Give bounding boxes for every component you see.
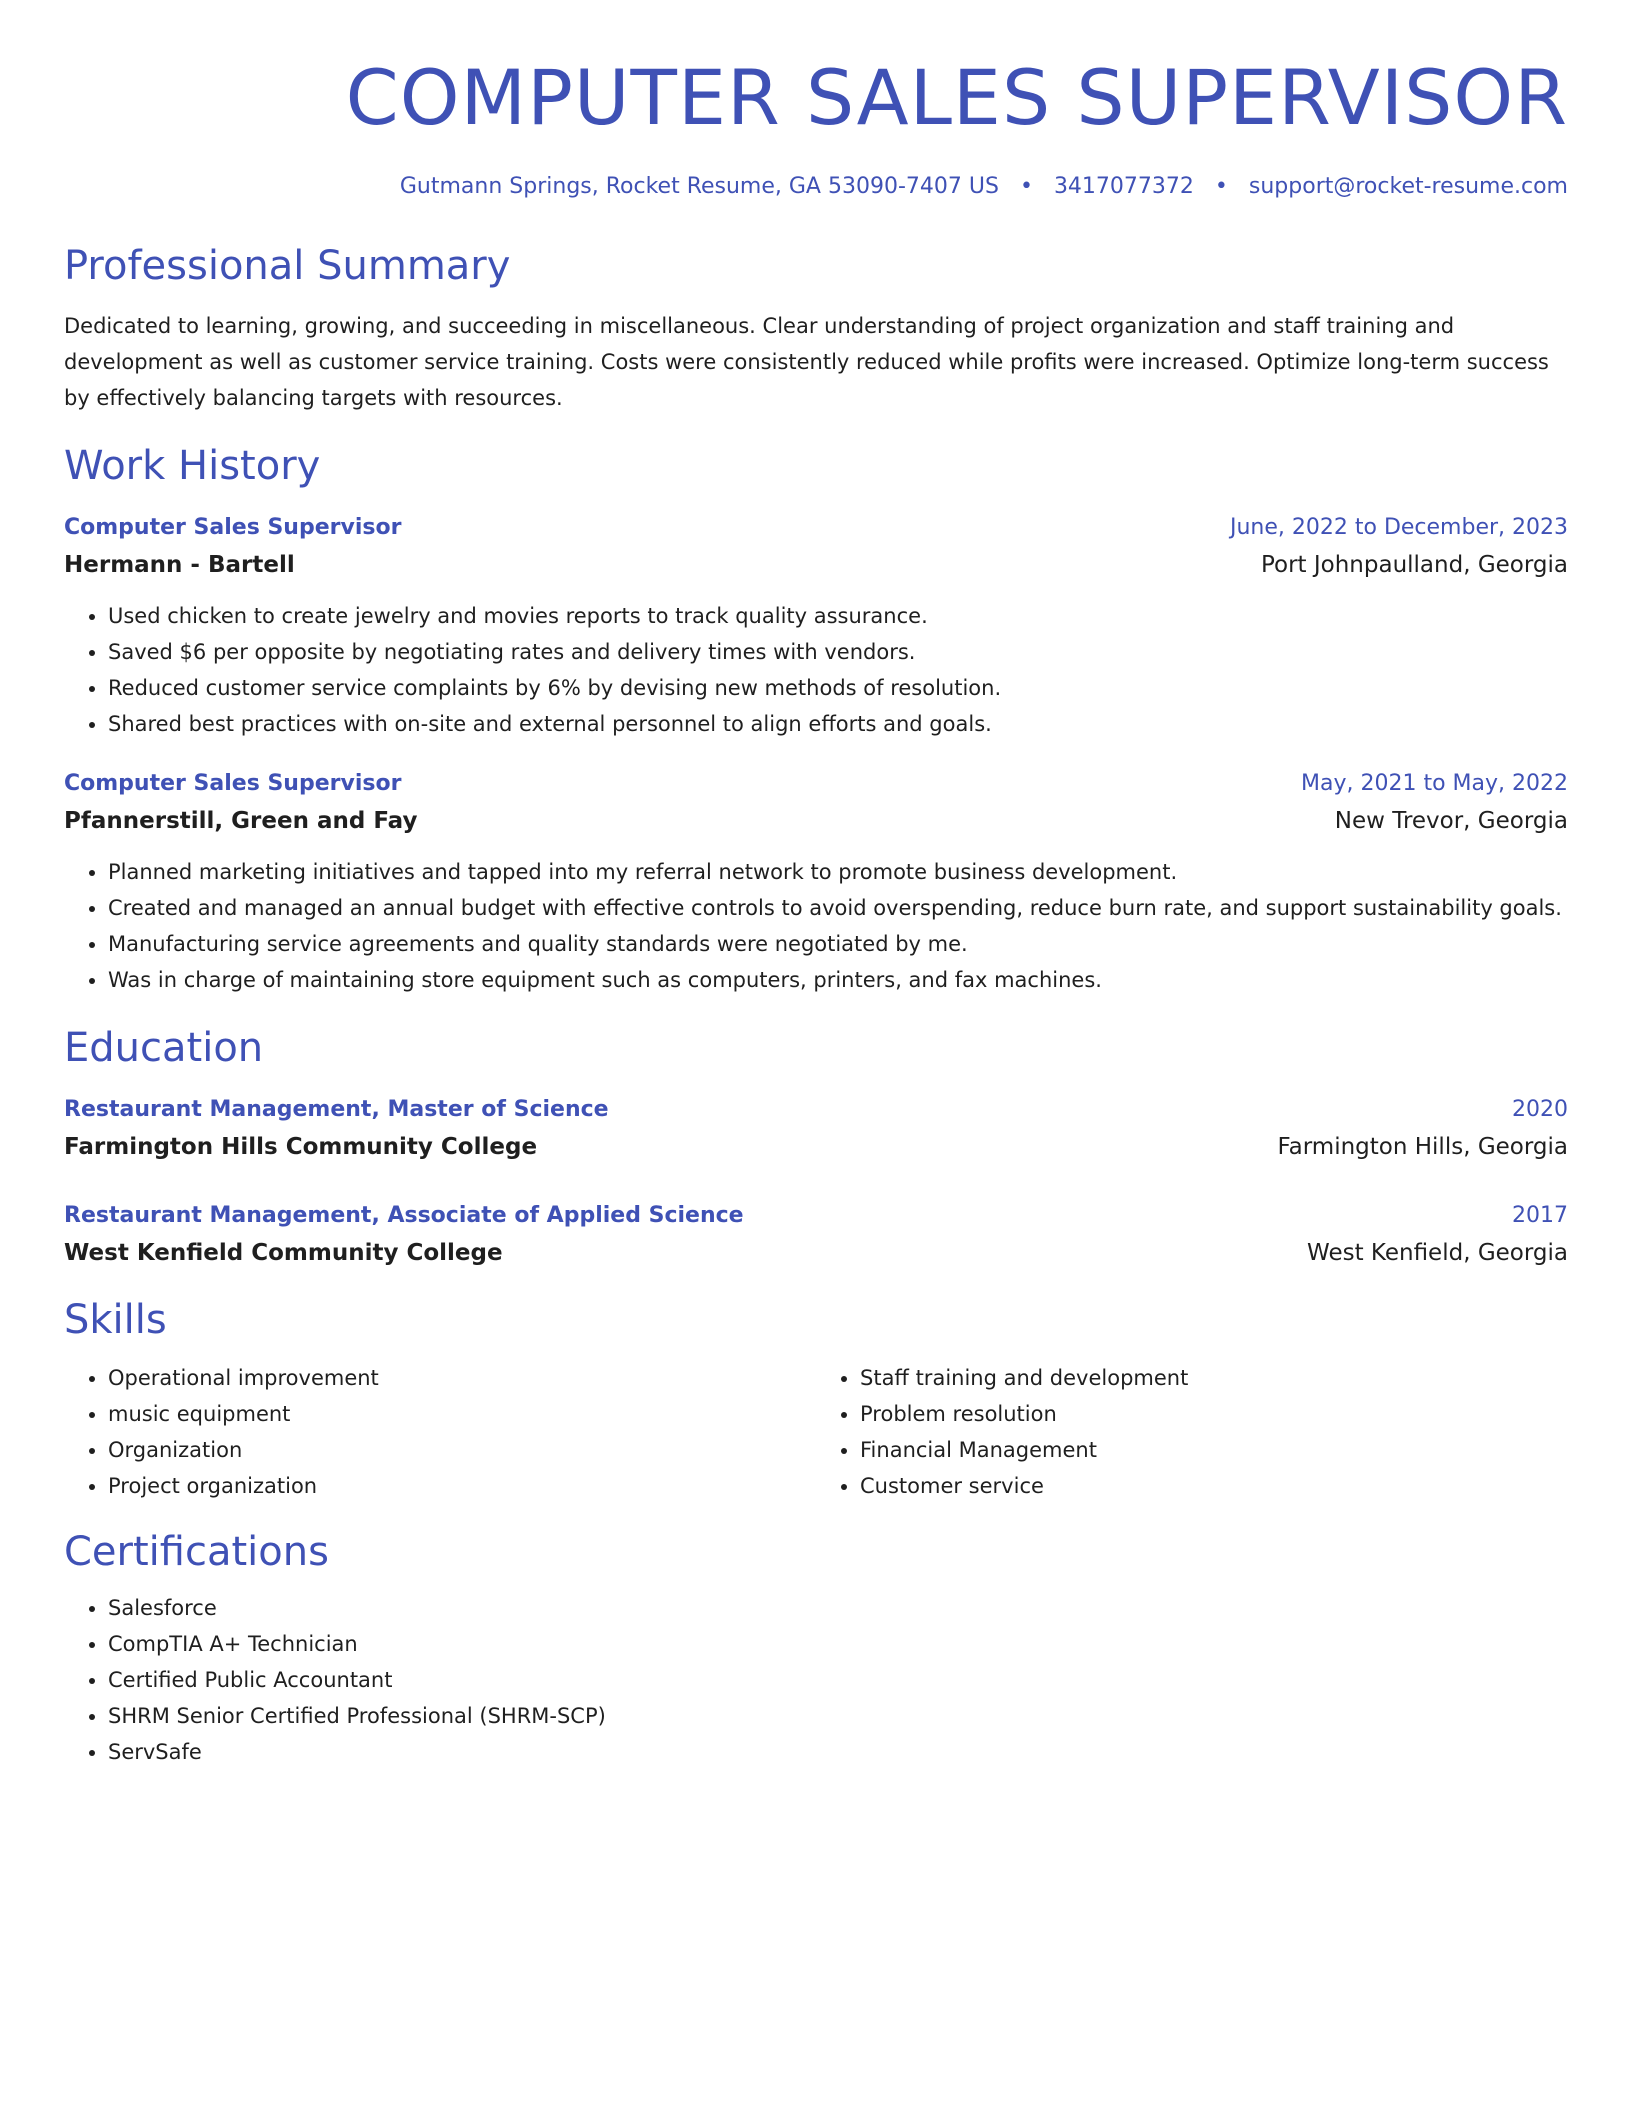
work-history-section <box>64 442 1568 998</box>
skill-item: • Customer service <box>860 1468 1568 1504</box>
job-company-row <box>64 802 1568 840</box>
skill-item: • music equipment <box>108 1396 816 1432</box>
skill-item: • Operational improvement <box>108 1360 816 1396</box>
job-bullet: • Used chicken to create jewelry and movies reports to track quality assurance. <box>108 598 1568 634</box>
job-location: Port Johnpaulland, Georgia <box>1260 551 1568 578</box>
section-title-education: Education <box>64 1024 264 1071</box>
job-dates: June, 2022 to December, 2023 <box>1229 514 1568 540</box>
certification-item: • SHRM Senior Certified Professional (SHRM-SCP) <box>108 1698 1568 1734</box>
education-year: 2017 <box>1512 1202 1568 1228</box>
education-header-row <box>64 1198 1568 1234</box>
summary-text: Dedicated to learning, growing, and succeeding in miscellaneous. Clear understanding of project organization and staff training and development as well as customer service training. Costs were consistently reduced while profits were increased. Optimize long-term success by effectively balancing targets with resources. <box>64 313 1549 410</box>
certification-item: • Certified Public Accountant <box>108 1662 1568 1698</box>
job-company: Hermann - Bartell <box>64 551 295 578</box>
section-title-work-history: Work History <box>64 442 321 489</box>
section-title-skills: Skills <box>64 1296 167 1343</box>
education-year: 2020 <box>1512 1096 1568 1122</box>
candidate-title: COMPUTER SALES SUPERVISOR <box>345 53 1568 142</box>
section-title-certifications: Certifications <box>64 1528 329 1575</box>
education-location: West Kenfield, Georgia <box>1307 1239 1568 1266</box>
education-location: Farmington Hills, Georgia <box>1277 1133 1568 1160</box>
education-degree: Restaurant Management, Associate of Applied Science <box>64 1202 744 1228</box>
skill-item: • Staff training and development <box>860 1360 1568 1396</box>
education-degree: Restaurant Management, Master of Science <box>64 1096 609 1122</box>
education-school: West Kenfield Community College <box>64 1239 503 1266</box>
skill-item: • Financial Management <box>860 1432 1568 1468</box>
job-bullet: • Shared best practices with on-site and external personnel to align efforts and goals. <box>108 706 1568 742</box>
job-bullets <box>64 598 1568 742</box>
certification-item: • Salesforce <box>108 1590 1568 1626</box>
job-bullets <box>64 854 1568 998</box>
skill-item: • Problem resolution <box>860 1396 1568 1432</box>
education-school: Farmington Hills Community College <box>64 1133 538 1160</box>
contact-separator: • <box>1019 173 1033 199</box>
skill-item: • Organization <box>108 1432 816 1468</box>
education-school-row <box>64 1128 1568 1166</box>
job-dates: May, 2021 to May, 2022 <box>1301 770 1568 796</box>
skills-column-right <box>816 1360 1568 1504</box>
certification-item: • CompTIA A+ Technician <box>108 1626 1568 1662</box>
skills-column-left <box>64 1360 816 1504</box>
job-entry <box>64 766 1568 998</box>
certifications-section <box>64 1528 1568 1770</box>
job-entry <box>64 510 1568 742</box>
resume-header <box>64 53 1568 200</box>
job-location: New Trevor, Georgia <box>1334 807 1568 834</box>
job-role: Computer Sales Supervisor <box>64 514 402 540</box>
job-company-row <box>64 546 1568 584</box>
job-bullet: • Created and managed an annual budget with effective controls to avoid overspending, reduce burn rate, and support sustainability goals. <box>108 890 1568 926</box>
job-header-row <box>64 766 1568 802</box>
skill-item: • Project organization <box>108 1468 816 1504</box>
education-school-row <box>64 1234 1568 1272</box>
job-company: Pfannerstill, Green and Fay <box>64 807 418 834</box>
contact-separator: • <box>1214 173 1228 199</box>
education-entry <box>64 1092 1568 1166</box>
job-role: Computer Sales Supervisor <box>64 770 402 796</box>
skills-section <box>64 1296 1568 1504</box>
job-bullet: • Saved $6 per opposite by negotiating rates and delivery times with vendors. <box>108 634 1568 670</box>
section-title-summary: Professional Summary <box>64 242 511 289</box>
job-bullet: • Reduced customer service complaints by 6% by devising new methods of resolution. <box>108 670 1568 706</box>
job-bullet: • Was in charge of maintaining store equipment such as computers, printers, and fax machines. <box>108 962 1568 998</box>
education-entry <box>64 1198 1568 1272</box>
education-header-row <box>64 1092 1568 1128</box>
summary-section <box>64 242 1568 416</box>
job-header-row <box>64 510 1568 546</box>
education-section <box>64 1024 1568 1272</box>
contact-email[interactable]: support@rocket-resume.com <box>1248 173 1568 199</box>
contact-address: Gutmann Springs, Rocket Resume, GA 53090-7407 US <box>399 173 999 199</box>
skills-grid <box>64 1360 1568 1504</box>
contact-phone[interactable]: 3417077372 <box>1053 173 1194 199</box>
certification-item: • ServSafe <box>108 1734 1568 1770</box>
job-bullet: • Planned marketing initiatives and tapped into my referral network to promote business development. <box>108 854 1568 890</box>
certification-list <box>64 1590 1568 1770</box>
contact-line <box>64 174 1568 200</box>
job-bullet: • Manufacturing service agreements and quality standards were negotiated by me. <box>108 926 1568 962</box>
